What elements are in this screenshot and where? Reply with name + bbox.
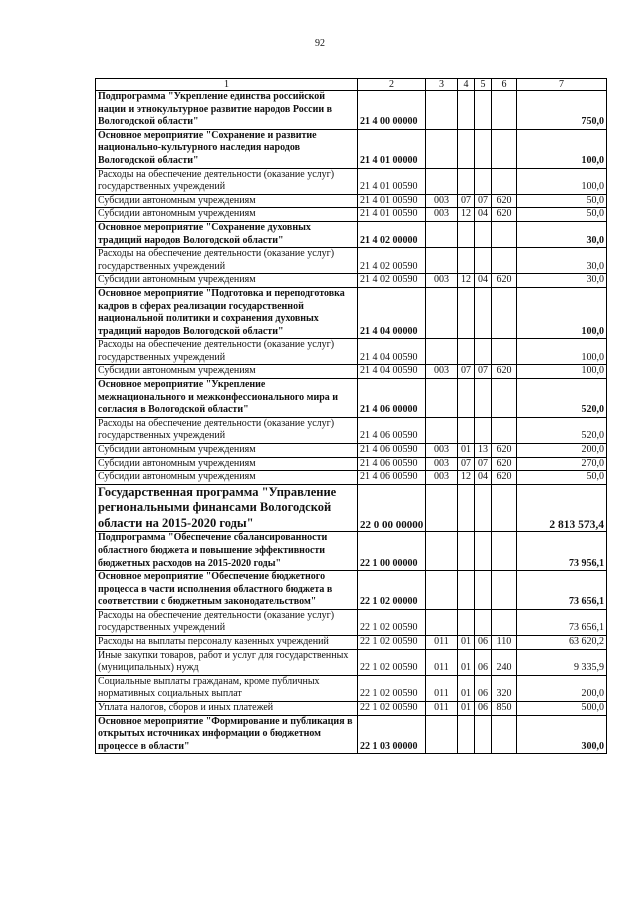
subsection-code-cell: 06 (475, 636, 492, 650)
table-row (96, 609, 607, 635)
classification-code-cell: 21 4 02 00590 (358, 274, 426, 288)
row-name-cell: Расходы на обеспечение деятельности (оказание услуг) государственных учреждений (96, 339, 358, 365)
ministry-code-cell (426, 287, 458, 338)
expense-type-cell (492, 417, 517, 443)
classification-code-cell: 21 4 01 00590 (358, 168, 426, 194)
table-row (96, 379, 607, 418)
expense-type-cell (492, 609, 517, 635)
amount-cell: 30,0 (517, 248, 607, 274)
row-name-cell: Основное мероприятие "Формирование и публикация в открытых источниках информации о бюджетном процессе в области" (96, 715, 358, 754)
table-row (96, 636, 607, 650)
section-code-cell (458, 339, 475, 365)
header-cell: 4 (458, 79, 475, 91)
amount-cell: 50,0 (517, 471, 607, 485)
table-row (96, 571, 607, 610)
row-name-cell: Расходы на обеспечение деятельности (оказание услуг) государственных учреждений (96, 248, 358, 274)
classification-code-cell: 21 4 04 00590 (358, 365, 426, 379)
subsection-code-cell (475, 168, 492, 194)
ministry-code-cell: 011 (426, 636, 458, 650)
expense-type-cell (492, 168, 517, 194)
subsection-code-cell (475, 571, 492, 610)
subsection-code-cell (475, 287, 492, 338)
expense-type-cell (492, 221, 517, 247)
ministry-code-cell: 011 (426, 702, 458, 716)
section-code-cell (458, 287, 475, 338)
section-code-cell (458, 91, 475, 130)
ministry-code-cell (426, 571, 458, 610)
table-row (96, 274, 607, 288)
ministry-code-cell: 003 (426, 194, 458, 208)
section-code-cell (458, 248, 475, 274)
amount-cell: 500,0 (517, 702, 607, 716)
expense-type-cell (492, 248, 517, 274)
section-code-cell: 01 (458, 649, 475, 675)
classification-code-cell: 21 4 01 00590 (358, 208, 426, 222)
row-name-cell: Расходы на обеспечение деятельности (оказание услуг) государственных учреждений (96, 609, 358, 635)
row-name-cell: Подпрограмма "Укрепление единства российской нации и этнокультурное развитие народов России в Вологодской области" (96, 91, 358, 130)
table-row (96, 702, 607, 716)
expense-type-cell: 240 (492, 649, 517, 675)
header-cell: 7 (517, 79, 607, 91)
subsection-code-cell: 06 (475, 649, 492, 675)
classification-code-cell: 21 4 01 00000 (358, 129, 426, 168)
table-row (96, 91, 607, 130)
section-code-cell: 07 (458, 457, 475, 471)
row-name-cell: Основное мероприятие "Подготовка и переподготовка кадров в сферах реализации государственной национальной политики и сохранения духовных традиций народов Вологодской области" (96, 287, 358, 338)
header-cell: 3 (426, 79, 458, 91)
ministry-code-cell: 003 (426, 365, 458, 379)
section-code-cell (458, 129, 475, 168)
section-code-cell (458, 571, 475, 610)
subsection-code-cell: 07 (475, 194, 492, 208)
subsection-code-cell: 06 (475, 675, 492, 701)
section-code-cell: 01 (458, 675, 475, 701)
table-row (96, 365, 607, 379)
ministry-code-cell (426, 532, 458, 571)
row-name-cell: Субсидии автономным учреждениям (96, 471, 358, 485)
amount-cell: 73 656,1 (517, 571, 607, 610)
page-number: 92 (315, 38, 325, 49)
ministry-code-cell: 003 (426, 471, 458, 485)
expense-type-cell: 620 (492, 365, 517, 379)
header-cell: 1 (96, 79, 358, 91)
section-code-cell: 01 (458, 636, 475, 650)
amount-cell: 200,0 (517, 675, 607, 701)
section-code-cell: 01 (458, 444, 475, 458)
classification-code-cell: 22 1 02 00590 (358, 649, 426, 675)
row-name-cell: Субсидии автономным учреждениям (96, 365, 358, 379)
subsection-code-cell (475, 379, 492, 418)
classification-code-cell: 21 4 01 00590 (358, 194, 426, 208)
classification-code-cell: 22 1 02 00000 (358, 571, 426, 610)
subsection-code-cell: 04 (475, 274, 492, 288)
expense-type-cell: 620 (492, 208, 517, 222)
row-name-cell: Субсидии автономным учреждениям (96, 274, 358, 288)
amount-cell: 750,0 (517, 91, 607, 130)
table-row (96, 208, 607, 222)
budget-table (95, 78, 607, 754)
row-name-cell: Субсидии автономным учреждениям (96, 194, 358, 208)
classification-code-cell: 22 1 02 00590 (358, 675, 426, 701)
subsection-code-cell: 06 (475, 702, 492, 716)
table-row (96, 675, 607, 701)
ministry-code-cell (426, 248, 458, 274)
table-row (96, 287, 607, 338)
row-name-cell: Подпрограмма "Обеспечение сбалансированности областного бюджета и повышение эффективности бюджетных расходов на 2015-2020 годы" (96, 532, 358, 571)
row-name-cell: Расходы на выплаты персоналу казенных учреждений (96, 636, 358, 650)
subsection-code-cell (475, 715, 492, 754)
ministry-code-cell: 003 (426, 457, 458, 471)
section-code-cell (458, 221, 475, 247)
ministry-code-cell: 003 (426, 444, 458, 458)
amount-cell: 73 656,1 (517, 609, 607, 635)
amount-cell: 520,0 (517, 417, 607, 443)
amount-cell: 300,0 (517, 715, 607, 754)
ministry-code-cell: 003 (426, 274, 458, 288)
amount-cell: 9 335,9 (517, 649, 607, 675)
row-name-cell: Расходы на обеспечение деятельности (оказание услуг) государственных учреждений (96, 417, 358, 443)
header-row (96, 79, 607, 91)
table-row (96, 471, 607, 485)
table-row (96, 168, 607, 194)
classification-code-cell: 21 4 06 00590 (358, 444, 426, 458)
row-name-cell: Субсидии автономным учреждениям (96, 208, 358, 222)
ministry-code-cell (426, 221, 458, 247)
section-code-cell (458, 715, 475, 754)
section-code-cell (458, 417, 475, 443)
expense-type-cell (492, 129, 517, 168)
section-code-cell (458, 484, 475, 532)
expense-type-cell: 620 (492, 194, 517, 208)
ministry-code-cell (426, 339, 458, 365)
expense-type-cell: 620 (492, 444, 517, 458)
table-row (96, 649, 607, 675)
ministry-code-cell: 011 (426, 649, 458, 675)
section-code-cell: 12 (458, 208, 475, 222)
row-name-cell: Уплата налогов, сборов и иных платежей (96, 702, 358, 716)
table-row (96, 248, 607, 274)
section-code-cell (458, 609, 475, 635)
header-cell: 2 (358, 79, 426, 91)
section-code-cell: 07 (458, 194, 475, 208)
ministry-code-cell: 011 (426, 675, 458, 701)
amount-cell: 100,0 (517, 168, 607, 194)
classification-code-cell: 21 4 06 00590 (358, 457, 426, 471)
amount-cell: 520,0 (517, 379, 607, 418)
amount-cell: 100,0 (517, 287, 607, 338)
subsection-code-cell: 04 (475, 208, 492, 222)
amount-cell: 30,0 (517, 274, 607, 288)
subsection-code-cell (475, 91, 492, 130)
classification-code-cell: 21 4 04 00000 (358, 287, 426, 338)
row-name-cell: Государственная программа "Управление региональными финансами Вологодской области на 2015-2020 годы" (96, 484, 358, 532)
subsection-code-cell (475, 248, 492, 274)
classification-code-cell: 22 1 02 00590 (358, 702, 426, 716)
amount-cell: 200,0 (517, 444, 607, 458)
row-name-cell: Расходы на обеспечение деятельности (оказание услуг) государственных учреждений (96, 168, 358, 194)
classification-code-cell: 21 4 06 00590 (358, 471, 426, 485)
expense-type-cell (492, 339, 517, 365)
ministry-code-cell (426, 417, 458, 443)
subsection-code-cell: 07 (475, 365, 492, 379)
amount-cell: 63 620,2 (517, 636, 607, 650)
row-name-cell: Основное мероприятие "Укрепление межнационального и межконфессионального мира и согласия в Вологодской области" (96, 379, 358, 418)
classification-code-cell: 21 4 04 00590 (358, 339, 426, 365)
table-row (96, 339, 607, 365)
expense-type-cell (492, 379, 517, 418)
classification-code-cell: 21 4 06 00000 (358, 379, 426, 418)
table-row (96, 417, 607, 443)
section-code-cell: 12 (458, 274, 475, 288)
ministry-code-cell (426, 129, 458, 168)
classification-code-cell: 21 4 00 00000 (358, 91, 426, 130)
subsection-code-cell (475, 484, 492, 532)
row-name-cell: Основное мероприятие "Обеспечение бюджетного процесса в части исполнения областного бюджета в соответствии с бюджетным законодательством" (96, 571, 358, 610)
subsection-code-cell (475, 129, 492, 168)
expense-type-cell: 110 (492, 636, 517, 650)
section-code-cell: 12 (458, 471, 475, 485)
table-row (96, 715, 607, 754)
section-code-cell: 07 (458, 365, 475, 379)
ministry-code-cell (426, 168, 458, 194)
expense-type-cell: 850 (492, 702, 517, 716)
table-row (96, 484, 607, 532)
row-name-cell: Субсидии автономным учреждениям (96, 457, 358, 471)
amount-cell: 50,0 (517, 208, 607, 222)
section-code-cell (458, 168, 475, 194)
subsection-code-cell: 07 (475, 457, 492, 471)
row-name-cell: Социальные выплаты гражданам, кроме публичных нормативных социальных выплат (96, 675, 358, 701)
row-name-cell: Субсидии автономным учреждениям (96, 444, 358, 458)
subsection-code-cell (475, 532, 492, 571)
classification-code-cell: 21 4 06 00590 (358, 417, 426, 443)
expense-type-cell (492, 91, 517, 130)
section-code-cell (458, 532, 475, 571)
amount-cell: 270,0 (517, 457, 607, 471)
ministry-code-cell (426, 379, 458, 418)
amount-cell: 100,0 (517, 339, 607, 365)
expense-type-cell (492, 715, 517, 754)
subsection-code-cell: 13 (475, 444, 492, 458)
subsection-code-cell (475, 417, 492, 443)
classification-code-cell: 21 4 02 00000 (358, 221, 426, 247)
amount-cell: 73 956,1 (517, 532, 607, 571)
ministry-code-cell (426, 91, 458, 130)
table-row (96, 194, 607, 208)
ministry-code-cell (426, 715, 458, 754)
section-code-cell: 01 (458, 702, 475, 716)
classification-code-cell: 21 4 02 00590 (358, 248, 426, 274)
subsection-code-cell: 04 (475, 471, 492, 485)
table-row (96, 221, 607, 247)
ministry-code-cell (426, 609, 458, 635)
amount-cell: 100,0 (517, 129, 607, 168)
classification-code-cell: 22 1 02 00590 (358, 609, 426, 635)
section-code-cell (458, 379, 475, 418)
amount-cell: 2 813 573,4 (517, 484, 607, 532)
amount-cell: 30,0 (517, 221, 607, 247)
classification-code-cell: 22 0 00 00000 (358, 484, 426, 532)
subsection-code-cell (475, 609, 492, 635)
expense-type-cell (492, 571, 517, 610)
classification-code-cell: 22 1 03 00000 (358, 715, 426, 754)
header-cell: 6 (492, 79, 517, 91)
expense-type-cell (492, 532, 517, 571)
header-cell: 5 (475, 79, 492, 91)
expense-type-cell (492, 287, 517, 338)
ministry-code-cell: 003 (426, 208, 458, 222)
table-row (96, 444, 607, 458)
classification-code-cell: 22 1 02 00590 (358, 636, 426, 650)
table-row (96, 532, 607, 571)
table-row (96, 457, 607, 471)
subsection-code-cell (475, 221, 492, 247)
expense-type-cell: 620 (492, 471, 517, 485)
amount-cell: 100,0 (517, 365, 607, 379)
amount-cell: 50,0 (517, 194, 607, 208)
expense-type-cell: 620 (492, 274, 517, 288)
ministry-code-cell (426, 484, 458, 532)
row-name-cell: Основное мероприятие "Сохранение и развитие национально-культурного наследия народов Вологодской области" (96, 129, 358, 168)
expense-type-cell: 620 (492, 457, 517, 471)
classification-code-cell: 22 1 00 00000 (358, 532, 426, 571)
expense-type-cell: 320 (492, 675, 517, 701)
table-row (96, 129, 607, 168)
expense-type-cell (492, 484, 517, 532)
row-name-cell: Иные закупки товаров, работ и услуг для государственных (муниципальных) нужд (96, 649, 358, 675)
row-name-cell: Основное мероприятие "Сохранение духовных традиций народов Вологодской области" (96, 221, 358, 247)
subsection-code-cell (475, 339, 492, 365)
